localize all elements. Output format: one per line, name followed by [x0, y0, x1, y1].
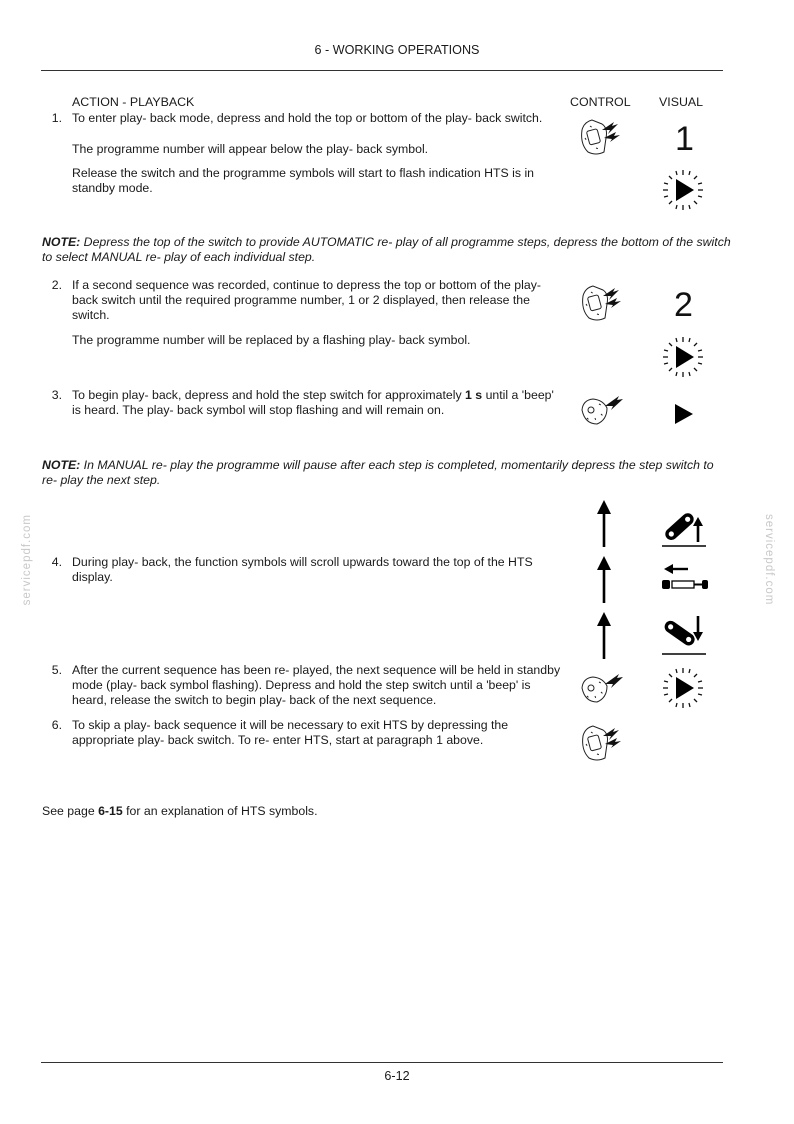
- step-2-text: If a second sequence was recorded, continue to depress the top or bottom of the play- back switch until the required programme number, 1 or 2 displayed, then release the switch.: [72, 278, 541, 322]
- step-4-number: 4.: [51, 555, 62, 569]
- step-3-duration: 1 s: [465, 388, 483, 402]
- note-label: NOTE:: [42, 235, 81, 249]
- note-manual-replay: [42, 458, 726, 488]
- step-4-text: During play- back, the function symbols will scroll upwards toward the top of the HTS display.: [72, 555, 533, 584]
- step-2-text-2: The programme number will be replaced by a flashing play- back symbol.: [72, 333, 471, 347]
- page-link[interactable]: 6-15: [98, 804, 123, 818]
- header-rule: [41, 70, 723, 71]
- step-3-number: 3.: [51, 388, 62, 402]
- step-switch-icon: [579, 390, 625, 430]
- lower-linkage-icon: [660, 612, 708, 658]
- note-text: In MANUAL re- play the programme will pause after each step is completed, momentarily depress the step switch to re- play the next step.: [42, 458, 714, 487]
- flashing-play-icon: [660, 167, 706, 213]
- step-3-text-before: To begin play- back, depress and hold the step switch for approximately: [72, 388, 466, 402]
- step-6-number: 6.: [51, 718, 62, 732]
- step-5-number: 5.: [51, 663, 62, 677]
- up-arrow-icon: [594, 500, 614, 548]
- page-header: 6 - WORKING OPERATIONS: [314, 43, 480, 57]
- footer-rule: [41, 1062, 723, 1063]
- page-number: 6-12: [384, 1069, 410, 1083]
- visual-programme-number-2: 2: [674, 286, 693, 324]
- play-icon: [673, 403, 695, 425]
- playback-switch-icon: [578, 114, 622, 158]
- visual-programme-number-1: 1: [675, 120, 694, 158]
- see-page-reference: [42, 804, 318, 819]
- flashing-play-icon: [660, 665, 706, 711]
- see-page-before: See page: [42, 804, 99, 818]
- visual-column-heading: VISUAL: [659, 95, 704, 109]
- action-column-heading: ACTION - PLAYBACK: [72, 95, 195, 109]
- control-column-heading: CONTROL: [570, 95, 631, 109]
- step-5-text: After the current sequence has been re- played, the next sequence will be held in standby mode (play- back symbol flashing). Depress and hold the step switch until a 'beep' is heard, release the switch to begin play- back of the next sequence.: [72, 663, 561, 707]
- note-label: NOTE:: [42, 458, 81, 472]
- playback-switch-icon: [579, 720, 623, 764]
- watermark-left: servicepdf.com: [21, 514, 33, 606]
- raise-linkage-icon: [660, 502, 708, 548]
- playback-switch-icon: [579, 280, 623, 324]
- see-page-after: for an explanation of HTS symbols.: [122, 804, 318, 818]
- step-switch-icon: [579, 668, 625, 708]
- up-arrow-icon: [594, 612, 614, 660]
- step-1-text: To enter play- back mode, depress and hold the top or bottom of the play- back switch.: [72, 111, 543, 125]
- step-2-number: 2.: [51, 278, 62, 292]
- flashing-play-icon: [660, 334, 706, 380]
- step-1-text-3: Release the switch and the programme symbols will start to flash indication HTS is in standby mode.: [72, 166, 535, 195]
- note-text: Depress the top of the switch to provide AUTOMATIC re- play of all programme steps, depress the bottom of the switch to select MANUAL re- play of each individual step.: [42, 235, 731, 264]
- step-1-text-2: The programme number will appear below the play- back symbol.: [72, 142, 429, 156]
- cylinder-extend-icon: [658, 564, 710, 594]
- up-arrow-icon: [594, 556, 614, 604]
- step-3-text-after: until a 'beep' is heard. The play- back symbol will stop flashing and will remain on.: [72, 388, 554, 417]
- step-1-number: 1.: [51, 111, 62, 125]
- note-automatic-manual: [42, 235, 732, 265]
- watermark-right: servicepdf.com: [763, 514, 775, 606]
- step-3-text: [72, 388, 562, 418]
- step-6-text: To skip a play- back sequence it will be necessary to exit HTS by depressing the appropriate play- back switch. To re- enter HTS, start at paragraph 1 above.: [72, 718, 509, 747]
